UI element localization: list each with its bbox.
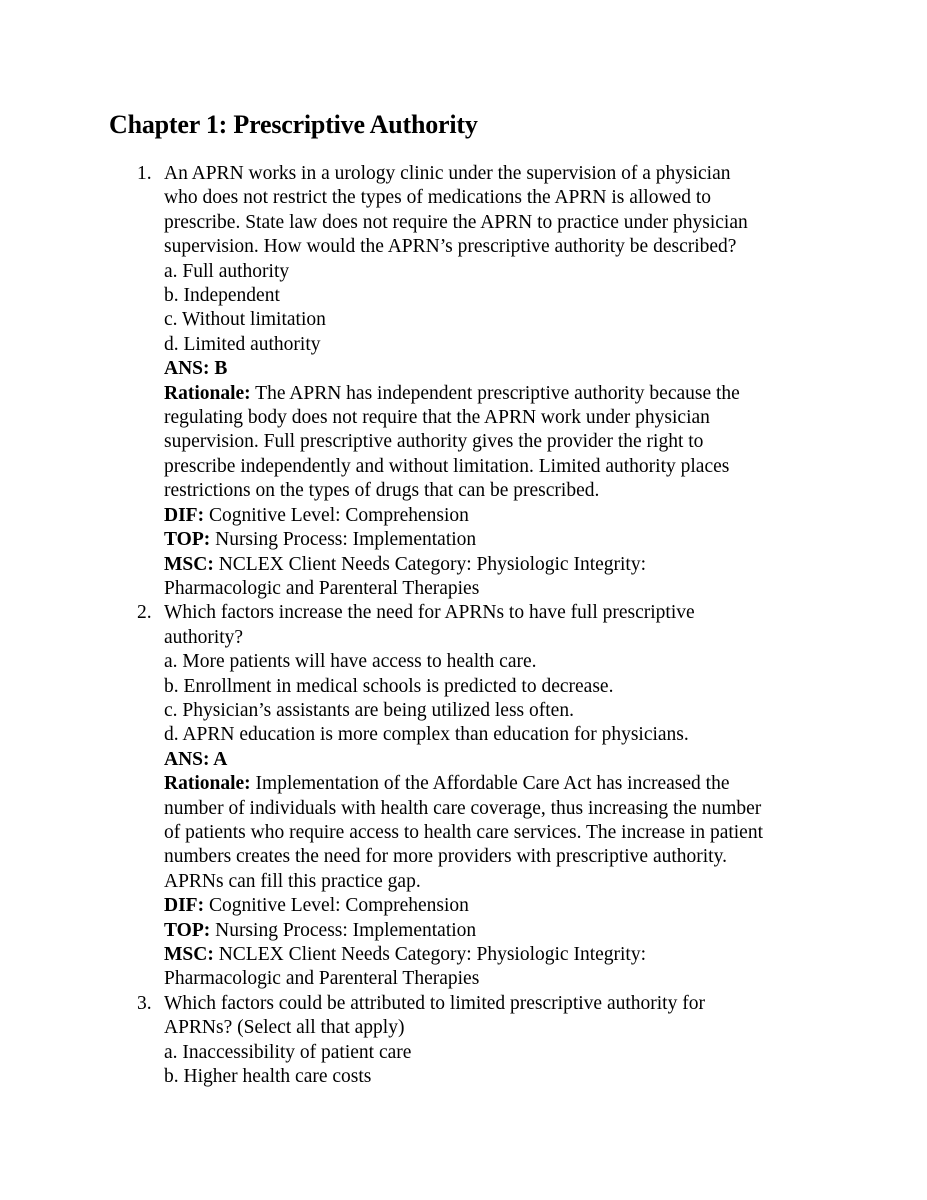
rationale-text: Implementation of the Affordable Care Act has increased the <box>250 773 730 795</box>
question-list <box>0 162 824 1089</box>
option-a: a. Full authority <box>164 260 290 282</box>
rationale-text: regulating body does not require that the APRN work under physician <box>164 407 710 429</box>
stem-line: Which factors could be attributed to limited prescriptive authority for <box>164 992 705 1014</box>
msc <box>164 943 824 967</box>
question-number: 1. <box>137 163 152 184</box>
answer-key: ANS: B <box>164 358 228 380</box>
question-2 <box>0 601 824 992</box>
rationale-text: of patients who require access to health care services. The increase in patient <box>164 821 764 843</box>
top-label: TOP: <box>164 529 211 551</box>
top-label: TOP: <box>164 919 211 941</box>
rationale-text: APRNs can fill this practice gap. <box>164 870 421 892</box>
rationale <box>164 772 824 894</box>
question-number: 2. <box>137 602 152 624</box>
option-a: a. More patients will have access to health care. <box>164 651 537 673</box>
rationale-label: Rationale: <box>164 773 251 795</box>
stem-line: APRNs? (Select all that apply) <box>164 1017 405 1039</box>
stem-line: who does not restrict the types of medications the APRN is allowed to <box>164 187 711 209</box>
msc-label: MSC: <box>164 553 214 575</box>
answer-options <box>164 260 824 358</box>
stem-line: Which factors increase the need for APRNs to have full prescriptive <box>164 602 695 624</box>
dif-label: DIF: <box>164 895 205 917</box>
stem-line: authority? <box>164 626 244 648</box>
question-number: 3. <box>137 992 152 1014</box>
answer-key: ANS: A <box>164 748 228 770</box>
option-b: b. Enrollment in medical schools is predicted to decrease. <box>164 675 614 697</box>
rationale-label: Rationale: <box>164 382 251 404</box>
stem-line: An APRN works in a urology clinic under the supervision of a physician <box>164 163 731 184</box>
rationale <box>164 382 824 504</box>
msc-value: Pharmacologic and Parenteral Therapies <box>164 968 480 990</box>
option-c: c. Without limitation <box>164 309 326 331</box>
topic <box>164 919 824 943</box>
dif-value: Cognitive Level: Comprehension <box>204 895 469 917</box>
msc-label: MSC: <box>164 944 214 965</box>
topic <box>164 528 824 552</box>
msc <box>164 553 824 577</box>
chapter-title: Chapter 1: Prescriptive Authority <box>109 110 478 139</box>
rationale-text: supervision. Full prescriptive authority gives the provider the right to <box>164 431 704 453</box>
option-b: b. Independent <box>164 285 280 307</box>
rationale-text: restrictions on the types of drugs that can be prescribed. <box>164 480 600 502</box>
difficulty <box>164 894 824 918</box>
question-3 <box>0 992 824 1090</box>
question-stem <box>164 992 824 1041</box>
dif-value: Cognitive Level: Comprehension <box>204 504 469 526</box>
dif-label: DIF: <box>164 504 205 526</box>
option-b: b. Higher health care costs <box>164 1066 372 1088</box>
question-stem <box>164 601 824 650</box>
msc-value: NCLEX Client Needs Category: Physiologic Integrity: <box>213 944 647 965</box>
difficulty <box>164 504 824 528</box>
rationale-text: numbers creates the need for more providers with prescriptive authority. <box>164 846 727 868</box>
stem-line: supervision. How would the APRN’s prescriptive authority be described? <box>164 236 737 258</box>
answer-options <box>164 1041 824 1090</box>
stem-line: prescribe. State law does not require the APRN to practice under physician <box>164 211 748 233</box>
msc-value: Pharmacologic and Parenteral Therapies <box>164 577 480 599</box>
answer-options <box>164 650 824 748</box>
question-1 <box>0 162 824 601</box>
option-d: d. Limited authority <box>164 333 321 355</box>
rationale-text: prescribe independently and without limitation. Limited authority places <box>164 455 730 477</box>
top-value: Nursing Process: Implementation <box>210 919 477 941</box>
msc-value: NCLEX Client Needs Category: Physiologic Integrity: <box>213 553 647 575</box>
rationale-text: The APRN has independent prescriptive authority because the <box>250 382 740 404</box>
rationale-text: number of individuals with health care coverage, thus increasing the number <box>164 797 762 819</box>
option-c: c. Physician’s assistants are being utilized less often. <box>164 699 574 721</box>
top-value: Nursing Process: Implementation <box>210 529 477 551</box>
option-d: d. APRN education is more complex than education for physicians. <box>164 724 689 746</box>
option-a: a. Inaccessibility of patient care <box>164 1041 412 1063</box>
question-stem <box>164 162 824 260</box>
